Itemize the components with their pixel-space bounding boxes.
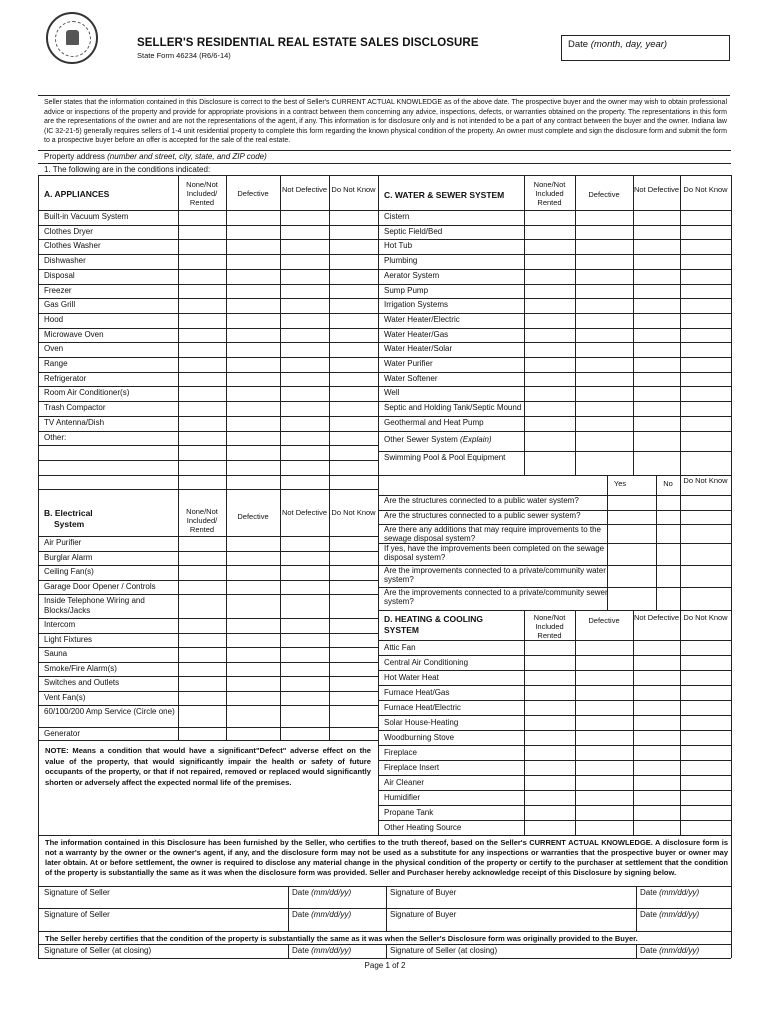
table-row [38,445,378,446]
electrical-item-3: Garage Door Opener / Controls [44,581,156,591]
water-question-1: Are the structures connected to a public sewer system? [384,511,581,520]
col-defective-header: Defective [237,189,269,198]
table-row [38,705,378,706]
appliance-item-0: Built-in Vacuum System [44,212,129,221]
water-item-13: Septic and Holding Tank/Septic Mound [384,403,522,413]
yes-header: Yes [613,479,627,488]
b-col-not-defective-header: Not Defective [281,508,328,517]
water-item-3: Plumbing [384,256,418,266]
table-row [38,691,378,692]
rule-line [38,886,731,887]
table-row [38,551,378,552]
heating-item-12: Other Heating Source [384,823,462,832]
col-dont-know-header: Do Not Know [331,185,376,194]
table-row [378,254,731,255]
table-row [378,790,731,791]
sig-buyer-c[interactable]: Signature of Seller (at closing) [390,946,498,955]
conditions-line: 1. The following are in the conditions indicated: [44,165,211,174]
column-line [226,175,227,489]
table-row [38,594,378,595]
table-row [38,357,378,358]
water-item-2: Hot Tub [384,241,413,251]
table-row [378,431,731,432]
column-line [575,610,576,835]
table-row [38,633,378,634]
dk-header: Do Not Know [683,476,728,485]
appliance-item-3: Dishwasher [44,256,86,266]
heating-item-6: Woodburning Stove [384,733,455,742]
table-row [38,239,378,240]
electrical-heading-1: B. Electrical [44,508,93,518]
heating-item-0: Attic Fan [384,643,416,652]
table-row [38,475,378,476]
c-col-none-header: None/Not Included Rented [533,180,566,207]
table-row [38,580,378,581]
column-line [329,175,330,489]
table-row [38,565,378,566]
table-row [38,618,378,619]
column-line [280,175,281,489]
electrical-item-8: Smoke/Fire Alarm(s) [44,663,117,673]
water-question-3: If yes, have the improvements been completed on the sewage disposal system? [384,544,605,562]
water-item-12: Well [384,388,400,398]
water-item-7: Water Heater/Electric [384,314,460,324]
table-row [378,416,731,417]
table-row [38,313,378,314]
electrical-item-4: Inside Telephone Wiring and Blocks/Jacks [44,596,145,615]
table-row [378,451,731,452]
electrical-heading-2: System [54,519,85,529]
d-col-dont-know-header: Do Not Know [683,613,728,622]
sig-buyer-b[interactable]: Signature of Buyer [390,910,457,919]
appliance-item-15: Other: [44,432,67,442]
sig-date-c: Date (mm/dd/yy) [292,946,352,955]
appliance-item-4: Disposal [44,270,75,280]
table-row [378,760,731,761]
table-row [38,298,378,299]
table-row [38,284,378,285]
table-row [38,269,378,270]
appliance-item-6: Gas Grill [44,300,76,310]
sig-date2-b: Date (mm/dd/yy) [640,910,700,919]
water-item-11: Water Softener [384,373,438,383]
table-row [378,401,731,402]
appliances-heading: A. APPLIANCES [44,189,110,199]
table-row [378,775,731,776]
heating-item-9: Air Cleaner [384,778,425,787]
table-row [38,740,378,741]
rule-line [38,175,731,176]
table-row [38,328,378,329]
water-question-4: Are the improvements connected to a private/community water system? [384,566,606,584]
column-line [731,175,732,835]
table-row [378,386,731,387]
sig-seller-b[interactable]: Signature of Seller [44,910,110,919]
appliance-item-13: Trash Compactor [44,403,106,413]
appliance-item-10: Range [44,359,68,368]
water-item-0: Cistern [384,212,410,221]
heating-item-1: Central Air Conditioning [384,658,469,667]
column-line [288,908,289,931]
column-line [575,175,576,475]
table-row [38,676,378,677]
water-item-4: Aerator System [384,270,440,280]
column-line [636,908,637,931]
appliance-item-7: Hood [44,314,64,324]
heating-heading-1: D. HEATING & COOLING [384,614,484,624]
heating-heading-2: SYSTEM [384,625,419,635]
heating-item-7: Fireplace [384,748,417,757]
table-row [378,298,731,299]
table-row [378,225,731,226]
table-row [378,820,731,821]
column-line [524,175,525,475]
rule-line [378,210,731,211]
table-row [378,745,731,746]
heating-item-8: Fireplace Insert [384,763,440,772]
column-line [329,489,330,740]
water-item-16: Swimming Pool & Pool Equipment [384,452,506,462]
table-row [378,685,731,686]
sig-date-a: Date (mm/dd/yy) [292,888,352,897]
appliance-item-1: Clothes Dryer [44,226,93,236]
appliance-item-12: Room Air Conditioner(s) [44,388,130,398]
sig-seller-a[interactable]: Signature of Seller [44,888,110,897]
table-row [378,269,731,270]
property-address-label: Property address (number and street, city, state, and ZIP code) [44,152,267,161]
water-item-1: Septic Field/Bed [384,226,443,236]
table-row [38,416,378,417]
electrical-item-11: 60/100/200 Amp Service (Circle one) [44,707,175,716]
column-line [386,944,387,958]
appliance-item-8: Microwave Oven [44,329,104,339]
column-line [386,908,387,931]
water-heading: C. WATER & SEWER SYSTEM [384,190,505,200]
sig-date2-a: Date (mm/dd/yy) [640,888,700,897]
table-row [378,475,731,476]
electrical-item-12: Generator [44,729,81,738]
appliance-item-5: Freezer [44,285,72,295]
electrical-item-7: Sauna [44,649,68,658]
heating-item-5: Solar House-Heating [384,718,459,727]
c-col-not-defective-header: Not Defective [633,185,680,194]
table-row [38,254,378,255]
column-line [680,475,681,611]
water-item-8: Water Heater/Gas [384,329,449,339]
table-row [378,805,731,806]
table-row [378,328,731,329]
water-item-15: Other Sewer System (Explain) [384,434,492,444]
column-line [607,475,608,611]
table-row [38,386,378,387]
rule-line [38,163,731,164]
column-line [656,475,657,611]
appliance-item-2: Clothes Washer [44,241,101,251]
table-row [38,372,378,373]
water-item-9: Water Heater/Solar [384,344,453,354]
col-none-header: None/Not Included/ Rented [186,180,218,207]
column-line [636,886,637,908]
heating-item-4: Furnace Heat/Electric [384,703,461,712]
table-row [38,342,378,343]
column-line [731,835,732,958]
column-line [524,610,525,835]
water-question-0: Are the structures connected to a public water system? [384,496,579,505]
electrical-item-9: Switches and Outlets [44,678,120,687]
intro-paragraph: Seller states that the information contained in this Disclosure is correct to the best of Seller's CURRENT ACTUAL KNOWLEDGE as of the above date. The prospective buyer and the owner may wish to obtain professional advice or inspections of the property and provide for appropriate provisions in a contract between them concerning any advice, inspections, defects, or warranties obtained on the property. The representations in this form are the representations of the owner and are not the representations of the agent, if any. This information is for disclosure only and is not intended to be a part of any contract between the buyer and the owner. Indiana law (IC 32-21-5) generally requires sellers of 1-4 unit residential property to complete this form regarding the known physical condition of the property. An owner must complete and sign the disclosure form and submit the form to a prospective buyer before an offer is accepted for the sale of the real estate. [44,99,727,145]
c-col-dont-know-header: Do Not Know [683,185,728,194]
state-seal-icon [46,12,98,64]
form-title: SELLER'S RESIDENTIAL REAL ESTATE SALES DISCLOSURE [137,37,479,49]
table-row [378,715,731,716]
column-line [680,175,681,475]
table-row [38,225,378,226]
column-line [288,944,289,958]
table-row [378,239,731,240]
table-row [38,489,378,490]
form-number: State Form 46234 (R6/6-14) [137,51,231,60]
table-row [38,647,378,648]
table-row [38,727,378,728]
heating-item-3: Furnace Heat/Gas [384,688,450,697]
column-line [280,489,281,740]
rule-line [38,908,731,909]
rule-line [38,536,378,537]
sig-date2-c: Date (mm/dd/yy) [640,946,700,955]
table-row [378,372,731,373]
b-col-none-header: None/Not Included/ Rented [186,507,218,534]
electrical-item-5: Intercom [44,620,76,629]
info-statement: The information contained in this Disclosure has been furnished by the Seller, who certifies to the truth thereof, based on the Seller's CURRENT ACTUAL KNOWLEDGE. A disclosure form is not a warranty by the owner or the owner's agent, if any, and the disclosure form may not be used as a substitute for any inspections or warranties that the prospective buyer or owner may later obtain. At or before settlement, the owner is required to disclose any material change in the physical condition of the property or certify to the purchaser at settlement that the condition of the property is substantially the same as it was when the disclosure form was provided. Seller and Purchaser hereby acknowledge receipt of this Disclosure by signing below. [45,838,728,877]
page-number: Page 1 of 2 [364,961,406,970]
column-line [38,835,39,958]
table-row [38,401,378,402]
d-col-defective-header: Defective [588,616,620,625]
table-row [378,357,731,358]
electrical-item-0: Air Purifier [44,538,82,547]
column-line [226,489,227,740]
electrical-item-1: Burglar Alarm [44,552,93,562]
note-text: NOTE: Means a condition that would have a significant"Defect" adverse effect on the value of the property, that would significantly impair the health or safety of future occupants of the property, or that if not repaired, removed or replaced would significantly shorten or adversely affect the expected normal life of the premises. [45,746,371,787]
heating-item-11: Propane Tank [384,808,434,817]
property-address-top [38,150,731,151]
table-row [378,313,731,314]
water-item-6: Irrigation Systems [384,300,449,310]
table-row [378,700,731,701]
water-item-10: Water Purifier [384,359,433,368]
rule-line [38,944,731,945]
b-col-defective-header: Defective [237,512,269,521]
rule-line [38,931,731,932]
heating-item-2: Hot Water Heat [384,673,439,682]
sig-buyer-a[interactable]: Signature of Buyer [390,888,457,897]
rule-line [378,640,731,641]
table-row [378,730,731,731]
table-row [378,342,731,343]
sig-date-b: Date (mm/dd/yy) [292,910,352,919]
table-row [38,431,378,432]
table-row [38,460,378,461]
electrical-item-6: Light Fixtures [44,634,93,644]
column-line [636,944,637,958]
rule-line [38,958,731,959]
heating-item-10: Humidifier [384,793,421,802]
water-question-2: Are there any additions that may require improvements to the sewage disposal system? [384,525,601,543]
table-bottom [38,835,731,836]
column-line [633,175,634,475]
electrical-item-2: Ceiling Fan(s) [44,567,94,576]
date-field[interactable]: Date (month, day, year) [561,35,730,61]
d-col-not-defective-header: Not Defective [633,613,680,622]
column-line [633,610,634,835]
water-item-14: Geothermal and Heat Pump [384,417,484,427]
water-item-5: Sump Pump [384,285,429,295]
column-line [386,886,387,908]
sig-seller-c[interactable]: Signature of Seller (at closing) [44,946,152,955]
electrical-item-10: Vent Fan(s) [44,692,86,702]
b-col-dont-know-header: Do Not Know [331,508,376,517]
table-row [38,662,378,663]
table-row [378,655,731,656]
column-line [288,886,289,908]
column-line [680,610,681,835]
column-line [38,175,39,835]
table-row [378,670,731,671]
column-line [378,175,379,835]
c-col-defective-header: Defective [588,190,620,199]
water-question-5: Are the improvements connected to a private/community sewer system? [384,588,608,606]
rule-line [38,210,378,211]
table-row [378,284,731,285]
appliance-item-11: Refrigerator [44,373,87,383]
rule-line [378,610,731,611]
column-line [178,489,179,740]
col-not-defective-header: Not Defective [281,185,328,194]
appliance-item-14: TV Antenna/Dish [44,417,105,427]
appliance-item-9: Oven [44,344,64,354]
no-header: No [663,479,673,488]
certify-statement: The Seller hereby certifies that the condition of the property is substantially the same as it was when the Seller's Disclosure form was originally provided to the Buyer. [45,934,638,943]
d-col-none-header: None/Not Included Rented [533,613,566,640]
column-line [178,175,179,489]
